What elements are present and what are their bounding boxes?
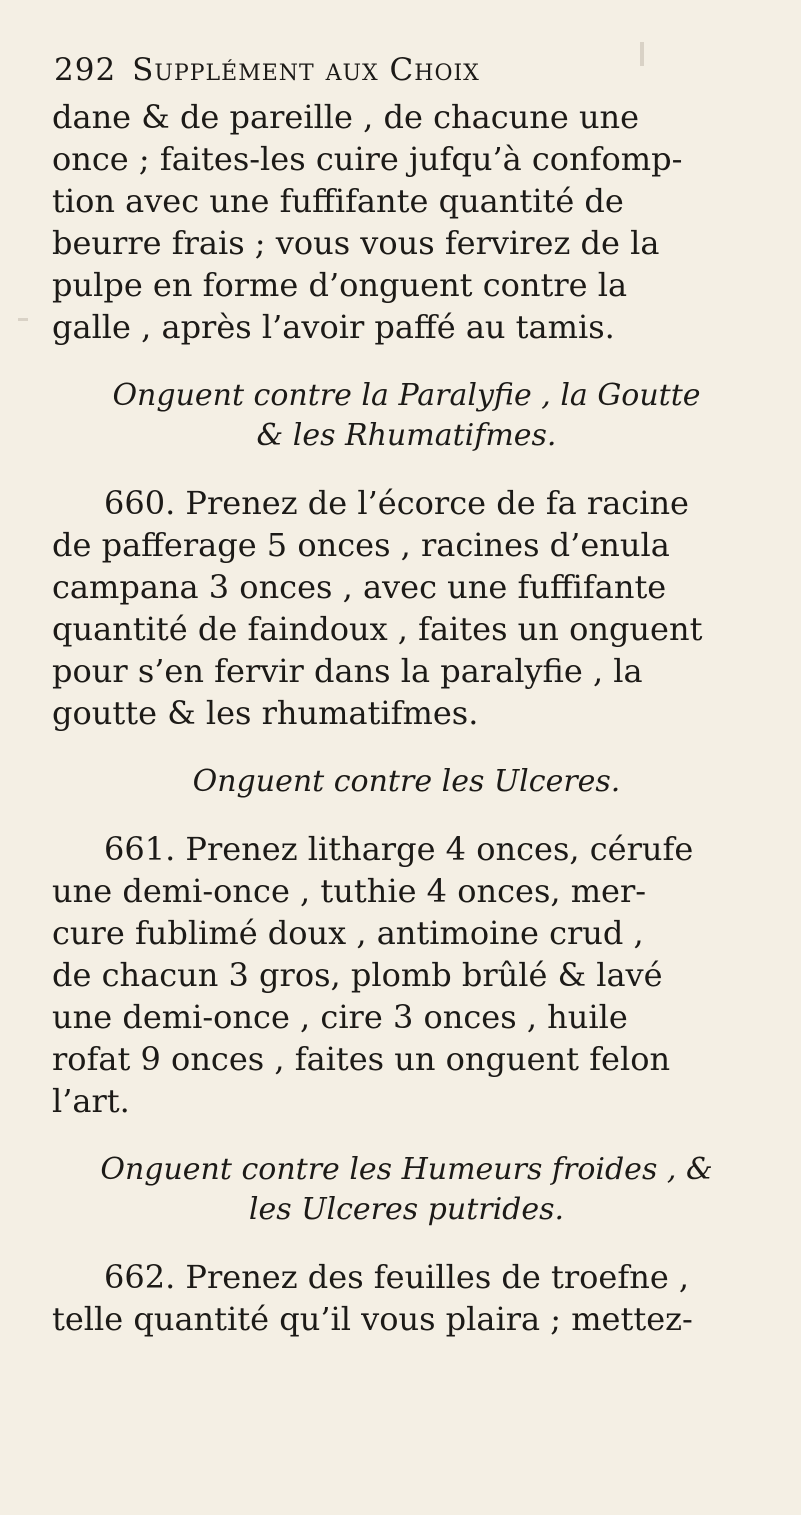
text-line: goutte & les rhumatifmes. (52, 694, 479, 732)
text-line: pulpe en forme d’onguent contre la (52, 266, 628, 304)
text-line: once ; faites-les cuire jufqu’à confomp- (52, 140, 683, 178)
section-heading-line: Onguent contre les Humeurs froides , & (100, 1152, 713, 1187)
recipe-paragraph (52, 828, 761, 1122)
text-line: tion avec une fuffifante quantité de (52, 182, 624, 220)
paper-blemish (18, 318, 28, 321)
section-heading (52, 376, 761, 456)
running-title: Supplément aux Choix (132, 52, 480, 88)
text-line: pour s’en fervir dans la paralyfie , la (52, 652, 643, 690)
text-line: une demi-once , cire 3 onces , huile (52, 998, 628, 1036)
section-heading-line: & les Rhumatifmes. (256, 418, 557, 453)
text-line: quantité de faindoux , faites un onguent (52, 610, 703, 648)
text-line: galle , après l’avoir paffé au tamis. (52, 308, 615, 346)
text-line: l’art. (52, 1082, 130, 1120)
text-line: cure fublimé doux , antimoine crud , (52, 914, 644, 952)
text-line: telle quantité qu’il vous plaira ; mettez- (52, 1300, 693, 1338)
page-number: 292 (54, 52, 117, 88)
running-head (54, 52, 761, 88)
section-heading-line: les Ulceres putrides. (248, 1192, 565, 1227)
text-line: beurre frais ; vous vous fervirez de la (52, 224, 660, 262)
recipe-paragraph (52, 482, 761, 734)
paper-blemish (640, 42, 644, 66)
section-heading (52, 762, 761, 802)
text-line: de pafferage 5 onces , racines d’enula (52, 526, 670, 564)
text-line: 662. Prenez des feuilles de troefne , (104, 1258, 690, 1296)
recipe-paragraph (52, 1256, 761, 1340)
section-heading-line: Onguent contre la Paralyfie , la Goutte (112, 378, 701, 413)
text-line: de chacun 3 gros, plomb brûlé & lavé (52, 956, 663, 994)
text-line: dane & de pareille , de chacune une (52, 98, 640, 136)
text-line: une demi-once , tuthie 4 onces, mer- (52, 872, 647, 910)
text-line: 661. Prenez litharge 4 onces, cérufe (104, 830, 694, 868)
text-line: rofat 9 onces , faites un onguent felon (52, 1040, 671, 1078)
text-line: campana 3 onces , avec une fuffifante (52, 568, 667, 606)
text-line: 660. Prenez de l’écorce de fa racine (104, 484, 689, 522)
continuation-paragraph (52, 96, 761, 348)
section-heading-line: Onguent contre les Ulceres. (192, 764, 621, 799)
section-heading (52, 1150, 761, 1230)
